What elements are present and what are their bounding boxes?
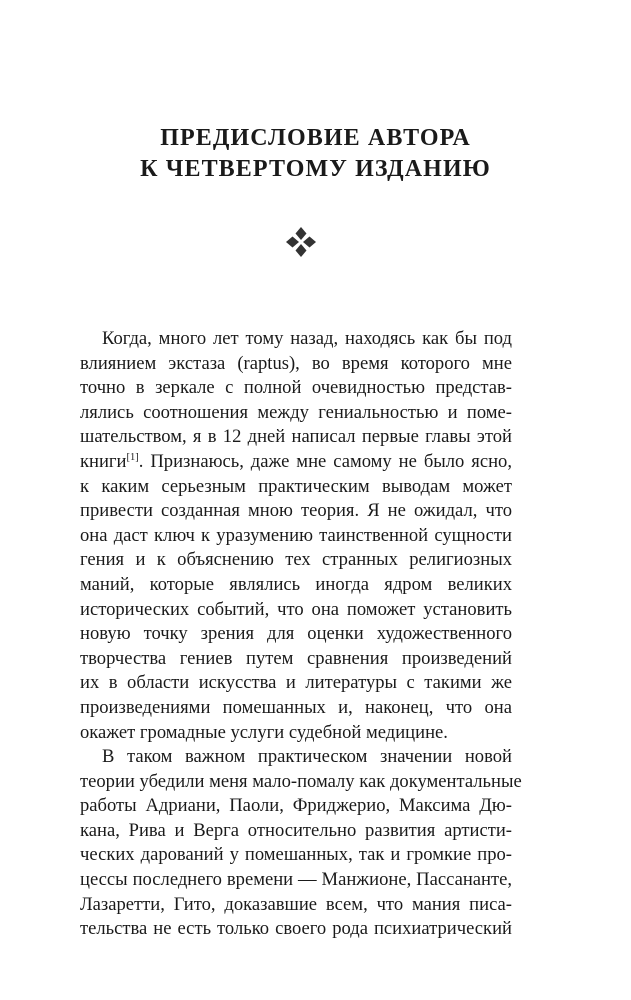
text-line: она даст ключ к уразумению таинственной сущности bbox=[80, 524, 512, 546]
text-line: лялись соотношения между гениальностью и поме- bbox=[80, 401, 512, 423]
text-line: теории убедили меня мало-помалу как документальные bbox=[80, 770, 522, 792]
text-line: их в области искусства и литературы с такими же bbox=[80, 672, 512, 694]
text-line: маний, которые являлись иногда ядром великих bbox=[80, 573, 512, 595]
text-line: влиянием экстаза (raptus), во время которого мне bbox=[80, 352, 512, 374]
text-line: Лазаретти, Гито, доказавшие всем, что мания писа- bbox=[80, 893, 512, 915]
text-line-with-footnote bbox=[80, 450, 512, 475]
ornament-diamond-top bbox=[296, 227, 307, 240]
text-line: ческих дарований у помешанных, так и громкие про- bbox=[80, 844, 512, 866]
text-line: окажет громадные услуги судебной медицине. bbox=[80, 721, 448, 743]
text-line: В таком важном практическом значении новой bbox=[102, 746, 512, 768]
text-line: гения и к объяснению тех странных религиозных bbox=[80, 549, 512, 571]
text-line: новую точку зрения для оценки художественного bbox=[80, 623, 512, 645]
text-line: исторических событий, что она поможет установить bbox=[80, 598, 512, 620]
text-line: цессы последнего времени — Манжионе, Пассананте, bbox=[80, 869, 512, 891]
chapter-title-line-2: К ЧЕТВЕРТОМУ ИЗДАНИЮ bbox=[140, 156, 491, 182]
text-line: работы Адриани, Паоли, Фриджерио, Максима Дю- bbox=[80, 795, 512, 817]
text-line: творчества гениев путем сравнения произведений bbox=[80, 647, 512, 669]
text-line: к каким серьезным практическим выводам может bbox=[80, 475, 512, 497]
text-line: кана, Рива и Верга относительно развития артисти- bbox=[80, 819, 512, 841]
text-line: тельства не есть только своего рода психиатрический bbox=[80, 918, 512, 940]
text-fragment: . Признаюсь, даже мне самому не было ясно, bbox=[138, 450, 512, 472]
text-line: Когда, много лет тому назад, находясь как бы под bbox=[102, 328, 512, 349]
text-line: шательством, я в 12 дней написал первые главы этой bbox=[80, 426, 512, 448]
body-text bbox=[80, 327, 522, 942]
text-line: точно в зеркале с полной очевидностью представ- bbox=[80, 377, 512, 399]
chapter-title bbox=[0, 123, 631, 185]
ornament-diamond-bottom bbox=[296, 244, 307, 257]
text-line: привести созданная мною теория. Я не ожидал, что bbox=[80, 500, 512, 522]
ornament-diamond-right bbox=[303, 237, 316, 248]
text-fragment: книги bbox=[80, 450, 127, 472]
four-diamonds-ornament-icon bbox=[284, 225, 318, 259]
text-line: произведениями помешанных и, наконец, что она bbox=[80, 696, 512, 718]
chapter-title-line-1: ПРЕДИСЛОВИЕ АВТОРА bbox=[160, 125, 471, 151]
ornament-diamond-left bbox=[286, 237, 299, 248]
footnote-link[interactable]: [1] bbox=[126, 451, 139, 463]
